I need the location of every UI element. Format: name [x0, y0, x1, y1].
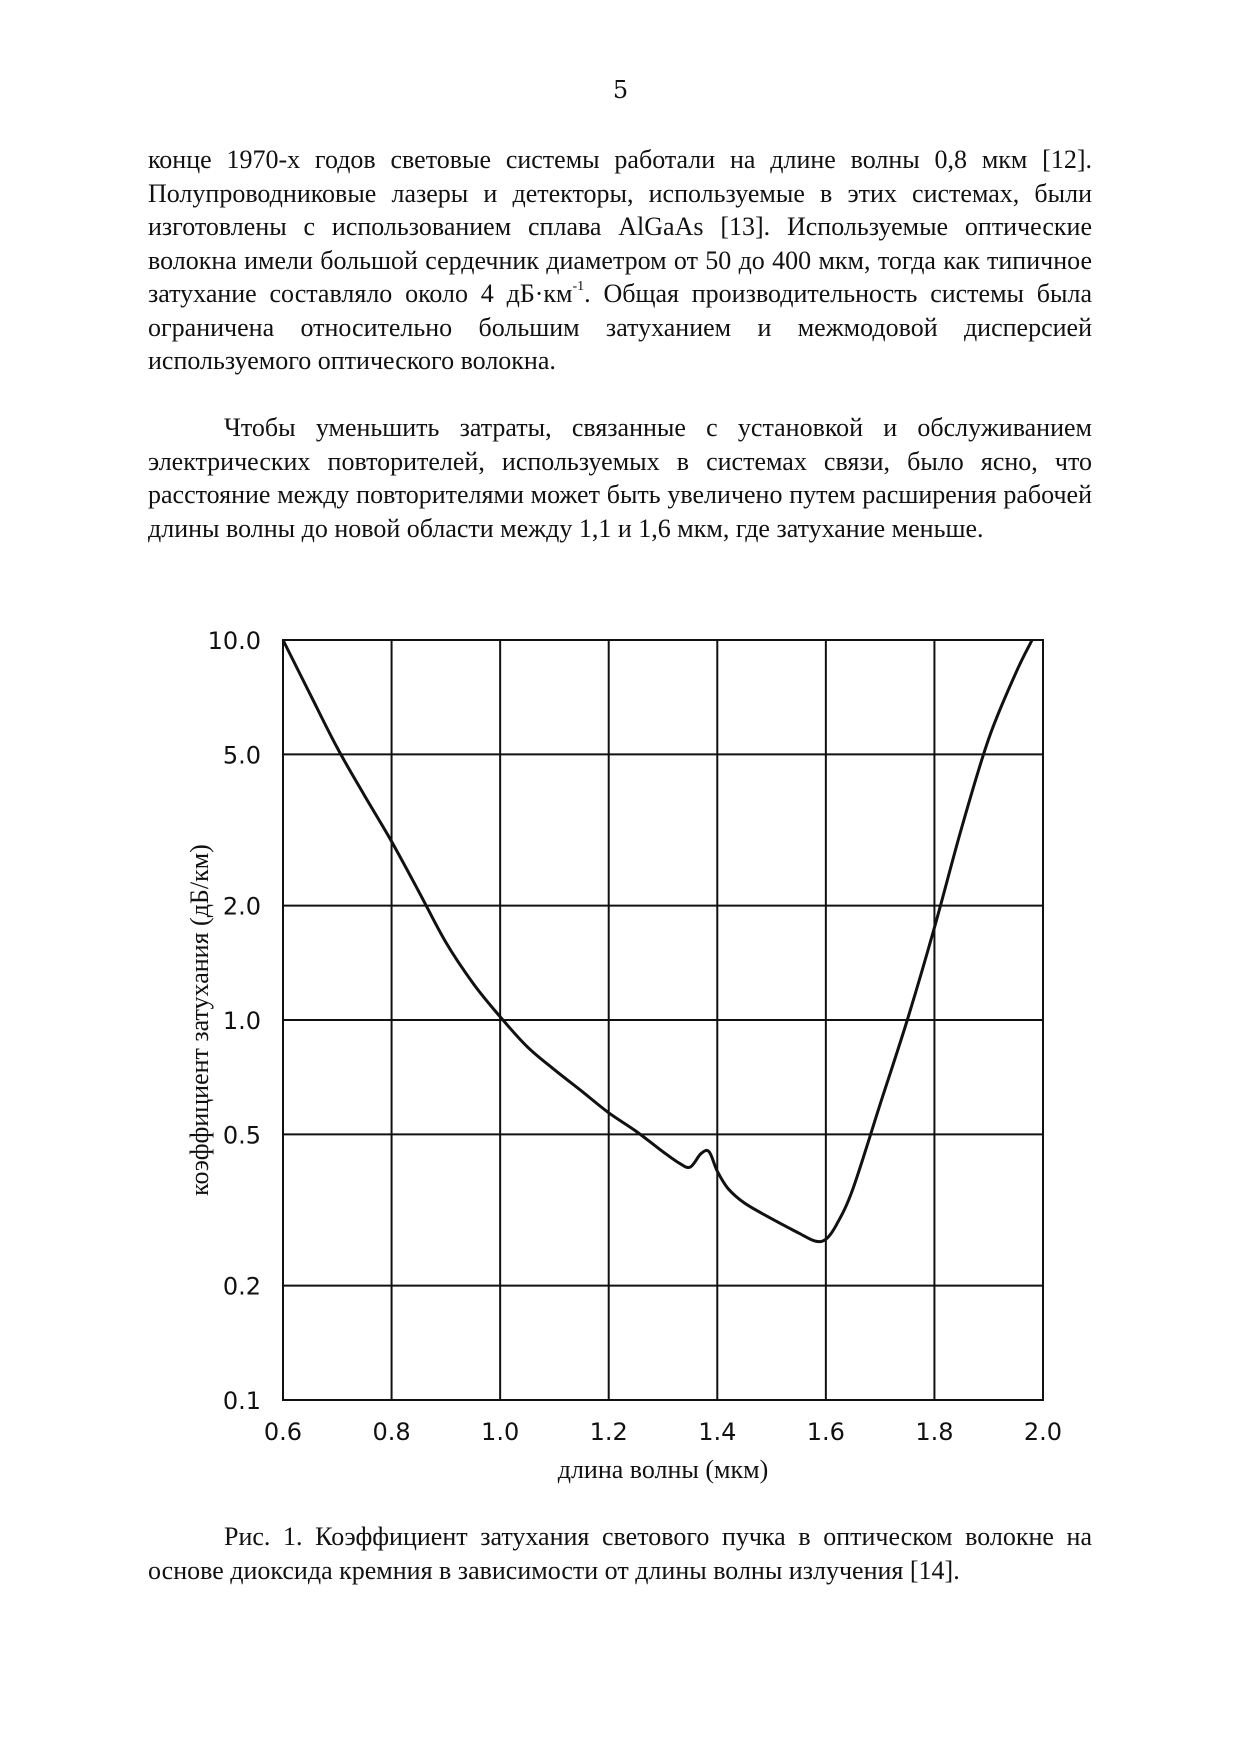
y-tick-label: 2.0	[222, 892, 261, 921]
page-number: 5	[612, 76, 629, 104]
y-tick-label: 10.0	[207, 627, 261, 655]
attenuation-chart	[0, 600, 1241, 1500]
figure-caption	[148, 1520, 1092, 1587]
x-tick-label: 1.2	[589, 1418, 628, 1446]
paragraph-2-text: Чтобы уменьшить затраты, связанные с установкой и обслуживанием электрических повторителей, используемых в системах связи, было ясно, что расстояние между повторителями может быть увеличено путем расширения рабочей длины волны до новой области между 1,1 и 1,6 мкм, где затухание меньше.	[148, 413, 1092, 543]
y-tick-label: 0.5	[222, 1121, 261, 1150]
y-tick-label: 5.0	[222, 741, 261, 770]
x-tick-label: 0.8	[372, 1418, 411, 1446]
x-tick-label: 0.6	[263, 1418, 303, 1446]
attenuation-curve	[283, 640, 1032, 1242]
y-tick-label: 0.1	[222, 1387, 261, 1415]
x-tick-label: 1.4	[698, 1418, 737, 1446]
x-tick-label: 1.8	[915, 1418, 954, 1446]
x-tick-label: 2.0	[1023, 1418, 1063, 1446]
y-axis-label: коэффициент затухания (дБ/км)	[185, 844, 214, 1196]
paragraph-2	[148, 411, 1092, 545]
paragraph-1-text-cont: . Общая производительность системы была ограничена относительно большим затуханием и межмодовой дисперсией используемого оптического волокна.	[148, 279, 1093, 375]
x-axis-label: длина волны (мкм)	[557, 1455, 769, 1484]
y-tick-label: 0.2	[222, 1272, 261, 1301]
x-tick-label: 1.6	[806, 1418, 845, 1446]
figure-caption-text: Рис. 1. Коэффициент затухания светового пучка в оптическом волокне на основе диоксида кремния в зависимости от длины волны излучения [14].	[148, 1522, 1092, 1585]
paragraph-1-text: конце 1970-х годов световые системы работали на длине волны 0,8 мкм [12]. Полупроводниковые лазеры и детекторы, используемые в этих системах, были изготовлены с использованием сплава AlGaAs [13]. Используемые оптические волокна имели большой сердечник диаметром от 50 до 400 мкм, тогда как типичное затухание составляло около 4 дБ·км	[148, 145, 1092, 308]
superscript: -1	[572, 279, 585, 295]
paragraph-1	[148, 143, 1092, 378]
y-tick-label: 1.0	[222, 1007, 261, 1035]
attenuation-figure	[0, 600, 1241, 1500]
x-tick-label: 1.0	[481, 1418, 520, 1446]
